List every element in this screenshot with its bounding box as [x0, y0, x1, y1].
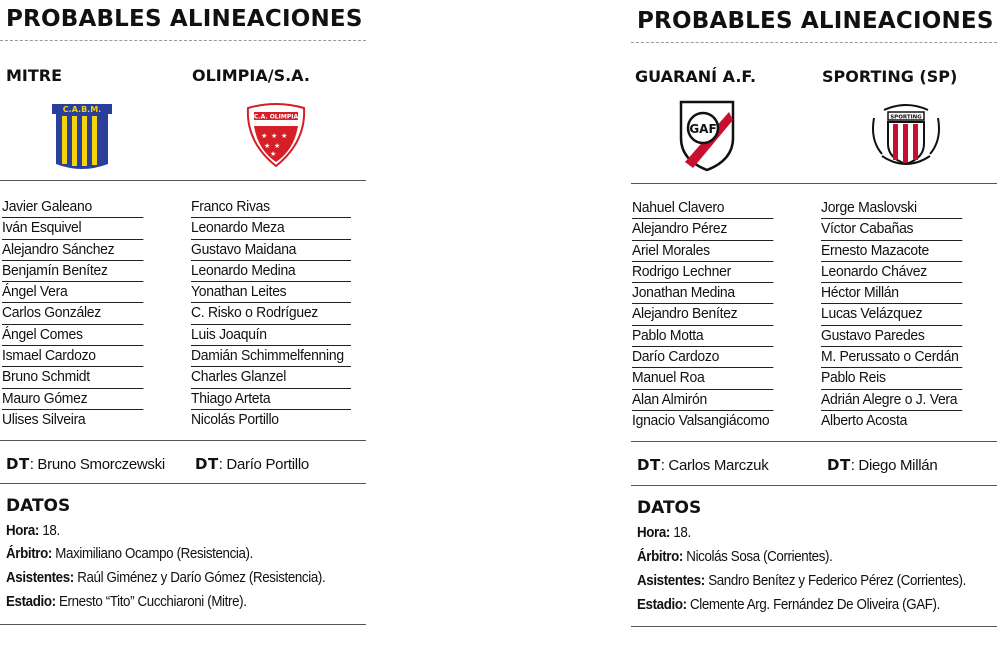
coach-away: [195, 455, 309, 473]
coach-label: DT: [827, 456, 851, 474]
player-name: Alejandro Sánchez: [2, 240, 143, 261]
roster-home: [2, 197, 154, 431]
datos-estadio: Estadio: Clemente Arg. Fernández De Oliveira (GAF).: [637, 597, 940, 613]
player-name: Pablo Reis: [821, 368, 962, 389]
player-name: Ismael Cardozo: [2, 346, 143, 367]
team-name-home: GUARANÍ A.F.: [635, 67, 757, 86]
datos-asistentes: Asistentes: Raúl Giménez y Darío Gómez (Resistencia).: [6, 570, 326, 586]
team-name-home: MITRE: [6, 66, 63, 85]
coach-name: : Darío Portillo: [218, 456, 309, 473]
datos-bottom-rule: [0, 624, 366, 625]
player-name: Javier Galeano: [2, 197, 143, 218]
svg-text:★: ★: [281, 132, 288, 140]
player-name: Nahuel Clavero: [632, 198, 773, 219]
player-name: Alberto Acosta: [821, 411, 908, 429]
player-name: Ángel Comes: [2, 325, 143, 346]
guarani-crest-icon: [677, 98, 737, 172]
team-name-away: OLIMPIA/S.A.: [192, 66, 310, 85]
mitre-crest-text: C.A.B.M.: [62, 105, 102, 114]
player-name: Franco Rivas: [191, 197, 351, 218]
player-name: Jonathan Medina: [632, 283, 773, 304]
player-name: Adrián Alegre o J. Vera: [821, 390, 962, 411]
roster-home: [632, 198, 784, 432]
player-name: Víctor Cabañas: [821, 219, 962, 240]
player-name: Darío Cardozo: [632, 347, 773, 368]
svg-text:★: ★: [274, 142, 281, 150]
player-name: Charles Glanzel: [191, 367, 351, 388]
coach-label: DT: [6, 455, 30, 473]
player-name: M. Perussato o Cerdán: [821, 347, 962, 368]
coach-label: DT: [637, 456, 661, 474]
datos-title: DATOS: [6, 496, 71, 516]
datos-hora: Hora: 18.: [6, 523, 60, 539]
coach-away: [827, 456, 937, 474]
sporting-crest-icon: [868, 100, 944, 170]
player-name: Leonardo Medina: [191, 261, 351, 282]
roster-bottom-rule: [0, 440, 366, 441]
sporting-crest-text: SPORTING: [890, 114, 922, 121]
panel-title: PROBABLES ALINEACIONES: [637, 8, 994, 34]
svg-text:★: ★: [270, 150, 277, 158]
player-name: Ernesto Mazacote: [821, 241, 962, 262]
player-name: Nicolás Portillo: [191, 410, 279, 428]
player-name: Iván Esquivel: [2, 218, 143, 239]
title-divider: [0, 40, 366, 41]
player-name: Luis Joaquín: [191, 325, 351, 346]
player-name: Carlos González: [2, 303, 143, 324]
svg-text:★: ★: [264, 142, 271, 150]
player-name: Ignacio Valsangiácomo: [632, 411, 770, 429]
datos-top-rule: [0, 483, 366, 484]
olimpia-crest-text: C.A. OLIMPIA: [253, 113, 299, 121]
olimpia-crest-icon: [244, 98, 308, 170]
roster-top-rule: [0, 180, 366, 181]
svg-text:★: ★: [271, 132, 278, 140]
roster-top-rule: [631, 183, 997, 184]
player-name: Héctor Millán: [821, 283, 962, 304]
player-name: Ariel Morales: [632, 241, 773, 262]
title-divider: [631, 42, 997, 43]
player-name: Benjamín Benítez: [2, 261, 143, 282]
player-name: Ángel Vera: [2, 282, 143, 303]
player-name: Yonathan Leites: [191, 282, 351, 303]
player-name: Ulises Silveira: [2, 410, 86, 428]
coach-home: [637, 456, 768, 474]
player-name: Alejandro Benítez: [632, 304, 773, 325]
team-name-away: SPORTING (SP): [822, 67, 958, 86]
svg-text:★: ★: [261, 132, 268, 140]
player-name: Damián Schimmelfenning: [191, 346, 351, 367]
datos-title: DATOS: [637, 498, 702, 518]
guarani-crest-text: GAF: [689, 122, 717, 136]
player-name: Gustavo Maidana: [191, 240, 351, 261]
player-name: Pablo Motta: [632, 326, 773, 347]
player-name: Leonardo Meza: [191, 218, 351, 239]
coach-name: : Diego Millán: [850, 457, 938, 474]
roster-away: [191, 197, 363, 431]
datos-hora: Hora: 18.: [637, 525, 691, 541]
datos-asistentes: Asistentes: Sandro Benítez y Federico Pérez (Corrientes).: [637, 573, 966, 589]
player-name: Lucas Velázquez: [821, 304, 962, 325]
lineup-panel-guarani-sporting: [631, 0, 997, 667]
player-name: Alan Almirón: [632, 390, 773, 411]
player-name: Rodrigo Lechner: [632, 262, 773, 283]
player-name: C. Risko o Rodríguez: [191, 303, 351, 324]
lineup-panel-mitre-olimpia: [0, 0, 366, 667]
mitre-crest-icon: [50, 100, 114, 172]
player-name: Jorge Maslovski: [821, 198, 962, 219]
coach-label: DT: [195, 455, 219, 473]
datos-arbitro: Árbitro: Nicolás Sosa (Corrientes).: [637, 549, 833, 565]
panel-title: PROBABLES ALINEACIONES: [6, 6, 363, 32]
coach-name: : Carlos Marczuk: [660, 457, 769, 474]
datos-top-rule: [631, 485, 997, 486]
player-name: Mauro Gómez: [2, 389, 143, 410]
datos-bottom-rule: [631, 626, 997, 627]
roster-away: [821, 198, 973, 432]
player-name: Leonardo Chávez: [821, 262, 962, 283]
coach-home: [6, 455, 165, 473]
player-name: Alejandro Pérez: [632, 219, 773, 240]
datos-estadio: Estadio: Ernesto “Tito” Cucchiaroni (Mitre).: [6, 594, 247, 610]
player-name: Gustavo Paredes: [821, 326, 962, 347]
roster-bottom-rule: [631, 441, 997, 442]
player-name: Manuel Roa: [632, 368, 773, 389]
datos-arbitro: Árbitro: Maximiliano Ocampo (Resistencia).: [6, 546, 253, 562]
player-name: Thiago Arteta: [191, 389, 351, 410]
player-name: Bruno Schmidt: [2, 367, 143, 388]
coach-name: : Bruno Smorczewski: [29, 456, 165, 473]
